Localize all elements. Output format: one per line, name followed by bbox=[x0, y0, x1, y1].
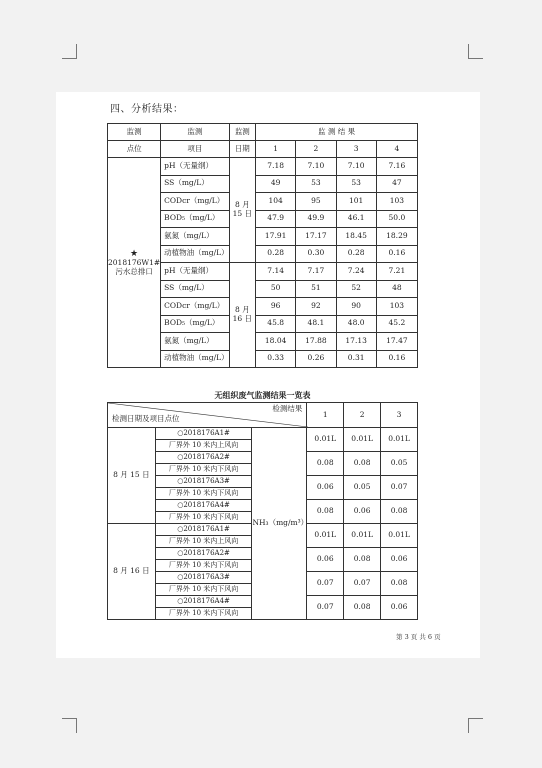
value-cell: 53 bbox=[296, 175, 336, 193]
table2-header-row bbox=[108, 403, 418, 428]
value-cell: 45.8 bbox=[256, 315, 296, 333]
parameter-cell: CODcr（mg/L） bbox=[161, 298, 229, 316]
point-code-cell: ○2018176A3# bbox=[155, 572, 252, 584]
header-date: 监测 bbox=[229, 124, 255, 141]
air-results-table bbox=[107, 402, 418, 620]
parameter-cell: pH（无量纲） bbox=[161, 158, 229, 176]
page-number: 第 3 页 共 6 页 bbox=[396, 633, 441, 641]
table1-header-row-1 bbox=[108, 124, 418, 141]
value-cell: 101 bbox=[336, 193, 376, 211]
date-month: 8 月 bbox=[234, 305, 250, 315]
value-cell: 0.07 bbox=[307, 572, 344, 596]
value-cell: 7.24 bbox=[336, 263, 376, 281]
table1-header-row-2 bbox=[108, 141, 418, 158]
point-code-cell: ○2018176A1# bbox=[155, 428, 252, 440]
point-code-cell: ○2018176A4# bbox=[155, 500, 252, 512]
value-cell: 17.17 bbox=[296, 228, 336, 246]
value-cell: 0.08 bbox=[307, 500, 344, 524]
value-cell: 17.13 bbox=[336, 333, 376, 351]
value-cell: 52 bbox=[336, 280, 376, 298]
parameter-cell: 动植物油（mg/L） bbox=[161, 350, 229, 368]
header-date-2: 日期 bbox=[229, 141, 255, 158]
parameter-cell: pH（无量纲） bbox=[161, 263, 229, 281]
value-cell: 0.07 bbox=[307, 596, 344, 620]
value-cell: 0.28 bbox=[336, 245, 376, 263]
value-cell: 0.05 bbox=[381, 452, 418, 476]
table-row bbox=[108, 428, 418, 440]
value-cell: 18.04 bbox=[256, 333, 296, 351]
value-cell: 103 bbox=[376, 298, 417, 316]
value-cell: 53 bbox=[336, 175, 376, 193]
point-desc-cell: 厂界外 10 米内下风向 bbox=[155, 488, 252, 500]
value-cell: 7.17 bbox=[296, 263, 336, 281]
value-cell: 0.08 bbox=[381, 500, 418, 524]
date-day: 16 日 bbox=[232, 314, 253, 323]
value-cell: 51 bbox=[296, 280, 336, 298]
header-diagonal-cell bbox=[108, 403, 307, 428]
value-cell: 0.01L bbox=[344, 524, 381, 548]
point-code: 2018176W1# bbox=[108, 258, 161, 268]
parameter-cell: BOD₅（mg/L） bbox=[161, 315, 229, 333]
header-col-1: 1 bbox=[307, 403, 344, 428]
value-cell: 45.2 bbox=[376, 315, 417, 333]
date-cell: 8 月 16 日 bbox=[108, 524, 156, 620]
point-desc-cell: 厂界外 10 米内上风向 bbox=[155, 536, 252, 548]
point-code-cell: ○2018176A2# bbox=[155, 548, 252, 560]
value-cell: 7.10 bbox=[336, 158, 376, 176]
value-cell: 0.16 bbox=[376, 245, 417, 263]
value-cell: 7.21 bbox=[376, 263, 417, 281]
point-desc-cell: 厂界外 10 米内下风向 bbox=[155, 512, 252, 524]
header-date-point-label: 检测日期及项目点位 bbox=[112, 414, 180, 424]
value-cell: 0.06 bbox=[381, 548, 418, 572]
header-item-2: 项目 bbox=[161, 141, 229, 158]
value-cell: 47.9 bbox=[256, 210, 296, 228]
air-table-title: 无组织废气监测结果一览表 bbox=[214, 391, 311, 400]
parameter-cell: 氨氮（mg/L） bbox=[161, 333, 229, 351]
value-cell: 0.06 bbox=[381, 596, 418, 620]
value-cell: 49.9 bbox=[296, 210, 336, 228]
value-cell: 7.10 bbox=[296, 158, 336, 176]
value-cell: 0.08 bbox=[307, 452, 344, 476]
value-cell: 0.08 bbox=[381, 572, 418, 596]
monitoring-point-cell bbox=[108, 158, 161, 368]
value-cell: 18.45 bbox=[336, 228, 376, 246]
value-cell: 17.47 bbox=[376, 333, 417, 351]
parameter-cell: 动植物油（mg/L） bbox=[161, 245, 229, 263]
value-cell: 48.0 bbox=[336, 315, 376, 333]
value-cell: 0.06 bbox=[344, 500, 381, 524]
point-desc-cell: 厂界外 10 米内下风向 bbox=[155, 584, 252, 596]
value-cell: 0.28 bbox=[256, 245, 296, 263]
value-cell: 0.06 bbox=[307, 548, 344, 572]
header-result-label: 检测结果 bbox=[272, 404, 303, 413]
value-cell: 46.1 bbox=[336, 210, 376, 228]
value-cell: 0.30 bbox=[296, 245, 336, 263]
value-cell: 0.01L bbox=[307, 428, 344, 452]
value-cell: 0.06 bbox=[307, 476, 344, 500]
header-col-2: 2 bbox=[344, 403, 381, 428]
date-cell bbox=[229, 263, 255, 368]
point-code-cell: ○2018176A4# bbox=[155, 596, 252, 608]
value-cell: 7.14 bbox=[256, 263, 296, 281]
point-desc-cell: 厂界外 10 米内上风向 bbox=[155, 440, 252, 452]
header-col-4: 4 bbox=[376, 141, 417, 158]
header-col-3: 3 bbox=[381, 403, 418, 428]
crop-mark-bottom-right bbox=[468, 718, 483, 733]
value-cell: 17.91 bbox=[256, 228, 296, 246]
value-cell: 48.1 bbox=[296, 315, 336, 333]
header-item: 监测 bbox=[161, 124, 229, 141]
date-cell bbox=[229, 158, 255, 263]
point-desc-cell: 厂界外 10 米内下风向 bbox=[155, 464, 252, 476]
crop-mark-top-left bbox=[62, 44, 77, 59]
header-point: 监测 bbox=[108, 124, 161, 141]
date-cell: 8 月 15 日 bbox=[108, 428, 156, 524]
date-month: 8 月 bbox=[234, 200, 250, 210]
value-cell: 0.07 bbox=[344, 572, 381, 596]
value-cell: 92 bbox=[296, 298, 336, 316]
value-cell: 0.05 bbox=[344, 476, 381, 500]
header-col-2: 2 bbox=[296, 141, 336, 158]
value-cell: 0.01L bbox=[307, 524, 344, 548]
value-cell: 0.16 bbox=[376, 350, 417, 368]
value-cell: 90 bbox=[336, 298, 376, 316]
value-cell: 103 bbox=[376, 193, 417, 211]
value-cell: 50 bbox=[256, 280, 296, 298]
crop-mark-bottom-left bbox=[62, 718, 77, 733]
date-day: 15 日 bbox=[232, 209, 253, 218]
value-cell: 48 bbox=[376, 280, 417, 298]
parameter-cell: CODcr（mg/L） bbox=[161, 193, 229, 211]
value-cell: 0.31 bbox=[336, 350, 376, 368]
parameter-cell: BOD₅（mg/L） bbox=[161, 210, 229, 228]
value-cell: 0.01L bbox=[381, 524, 418, 548]
value-cell: 7.16 bbox=[376, 158, 417, 176]
value-cell: 17.88 bbox=[296, 333, 336, 351]
value-cell: 18.29 bbox=[376, 228, 417, 246]
value-cell: 0.08 bbox=[344, 548, 381, 572]
section-title: 四、分析结果： bbox=[110, 104, 184, 115]
value-cell: 0.01L bbox=[381, 428, 418, 452]
point-name: 污水总排口 bbox=[115, 266, 153, 276]
header-point-2: 点位 bbox=[108, 141, 161, 158]
header-col-1: 1 bbox=[256, 141, 296, 158]
value-cell: 0.08 bbox=[344, 452, 381, 476]
value-cell: 7.18 bbox=[256, 158, 296, 176]
point-code-cell: ○2018176A1# bbox=[155, 524, 252, 536]
parameter-cell: SS（mg/L） bbox=[161, 175, 229, 193]
value-cell: 50.0 bbox=[376, 210, 417, 228]
value-cell: 0.01L bbox=[344, 428, 381, 452]
parameter-cell: 氨氮（mg/L） bbox=[161, 228, 229, 246]
point-desc-cell: 厂界外 10 米内下风向 bbox=[155, 608, 252, 620]
value-cell: 95 bbox=[296, 193, 336, 211]
wastewater-results-table bbox=[107, 123, 418, 368]
crop-mark-top-right bbox=[468, 44, 483, 59]
point-code-cell: ○2018176A2# bbox=[155, 452, 252, 464]
value-cell: 0.07 bbox=[381, 476, 418, 500]
header-results: 监 测 结 果 bbox=[256, 124, 418, 141]
value-cell: 49 bbox=[256, 175, 296, 193]
value-cell: 0.33 bbox=[256, 350, 296, 368]
value-cell: 0.26 bbox=[296, 350, 336, 368]
header-col-3: 3 bbox=[336, 141, 376, 158]
value-cell: 0.08 bbox=[344, 596, 381, 620]
item-cell: NH₃（mg/m³） bbox=[252, 428, 307, 620]
parameter-cell: SS（mg/L） bbox=[161, 280, 229, 298]
value-cell: 47 bbox=[376, 175, 417, 193]
value-cell: 96 bbox=[256, 298, 296, 316]
table-row bbox=[108, 158, 418, 176]
point-desc-cell: 厂界外 10 米内下风向 bbox=[155, 560, 252, 572]
star-icon: ★ bbox=[130, 248, 139, 259]
point-code-cell: ○2018176A3# bbox=[155, 476, 252, 488]
value-cell: 104 bbox=[256, 193, 296, 211]
